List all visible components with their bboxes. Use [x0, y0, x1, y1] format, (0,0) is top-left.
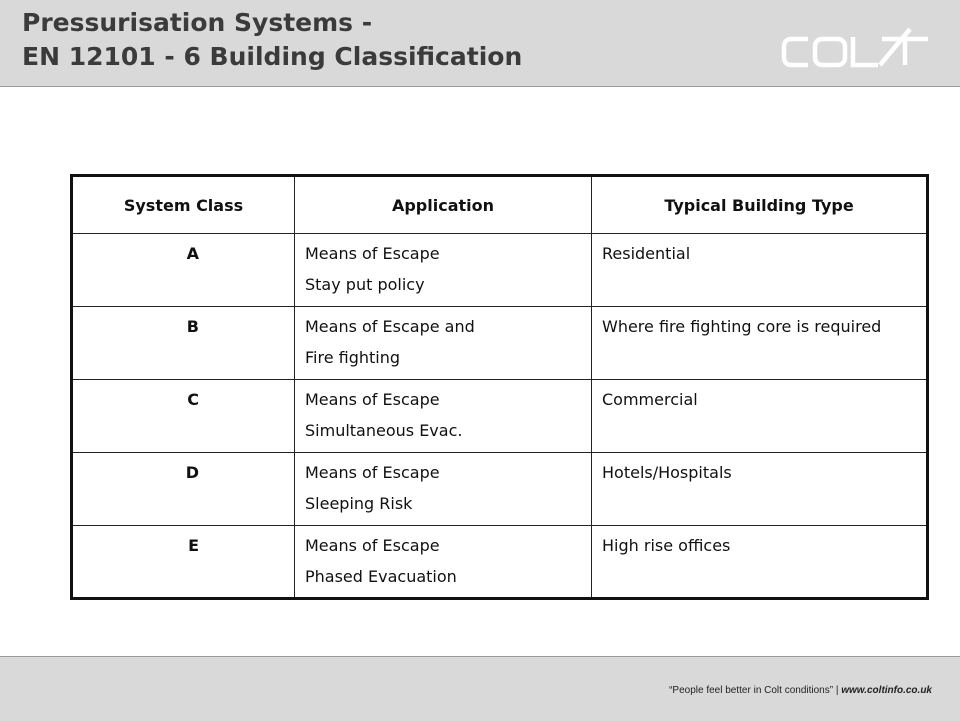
application-line: Simultaneous Evac. — [305, 421, 463, 440]
application-line: Stay put policy — [305, 275, 425, 294]
footer-bar — [0, 656, 960, 721]
application-line: Means of Escape — [305, 536, 440, 555]
table-row — [72, 380, 928, 453]
footer-text — [669, 685, 932, 696]
application-line: Means of Escape — [305, 463, 440, 482]
colt-logo — [778, 26, 932, 74]
application-cell — [295, 234, 592, 307]
classification-table-wrap — [70, 174, 929, 600]
footer-slogan: “People feel better in Colt conditions” — [669, 685, 834, 696]
header-system-class: System Class — [72, 176, 295, 234]
application-line: Means of Escape — [305, 244, 440, 263]
colt-logo-text: COLT — [778, 26, 781, 27]
system-class-cell: D — [72, 453, 295, 526]
footer-separator: | — [835, 685, 839, 696]
table-row — [72, 453, 928, 526]
header-bar — [0, 0, 960, 87]
building-type-cell: Hotels/Hospitals — [592, 453, 928, 526]
footer-website-link[interactable]: www.coltinfo.co.uk — [841, 685, 932, 696]
application-line: Means of Escape — [305, 390, 440, 409]
building-type-cell: Residential — [592, 234, 928, 307]
building-type-cell: Where fire fighting core is required — [592, 307, 928, 380]
page-title-line-2: EN 12101 - 6 Building Classification — [22, 42, 523, 71]
table-row — [72, 307, 928, 380]
page-title — [22, 6, 522, 74]
table-row — [72, 526, 928, 599]
system-class-cell: E — [72, 526, 295, 599]
system-class-cell: B — [72, 307, 295, 380]
system-class-cell: A — [72, 234, 295, 307]
application-line: Fire fighting — [305, 348, 401, 367]
application-line: Phased Evacuation — [305, 567, 457, 586]
application-cell — [295, 380, 592, 453]
application-line: Means of Escape and — [305, 317, 475, 336]
page-title-line-1: Pressurisation Systems - — [22, 8, 373, 37]
application-cell — [295, 526, 592, 599]
table-header-row — [72, 176, 928, 234]
application-cell — [295, 453, 592, 526]
system-class-cell: C — [72, 380, 295, 453]
application-line: Sleeping Risk — [305, 494, 413, 513]
classification-table — [70, 174, 929, 600]
header-typical-building-type: Typical Building Type — [592, 176, 928, 234]
building-type-cell: High rise offices — [592, 526, 928, 599]
table-row — [72, 234, 928, 307]
header-application: Application — [295, 176, 592, 234]
building-type-cell: Commercial — [592, 380, 928, 453]
application-cell — [295, 307, 592, 380]
